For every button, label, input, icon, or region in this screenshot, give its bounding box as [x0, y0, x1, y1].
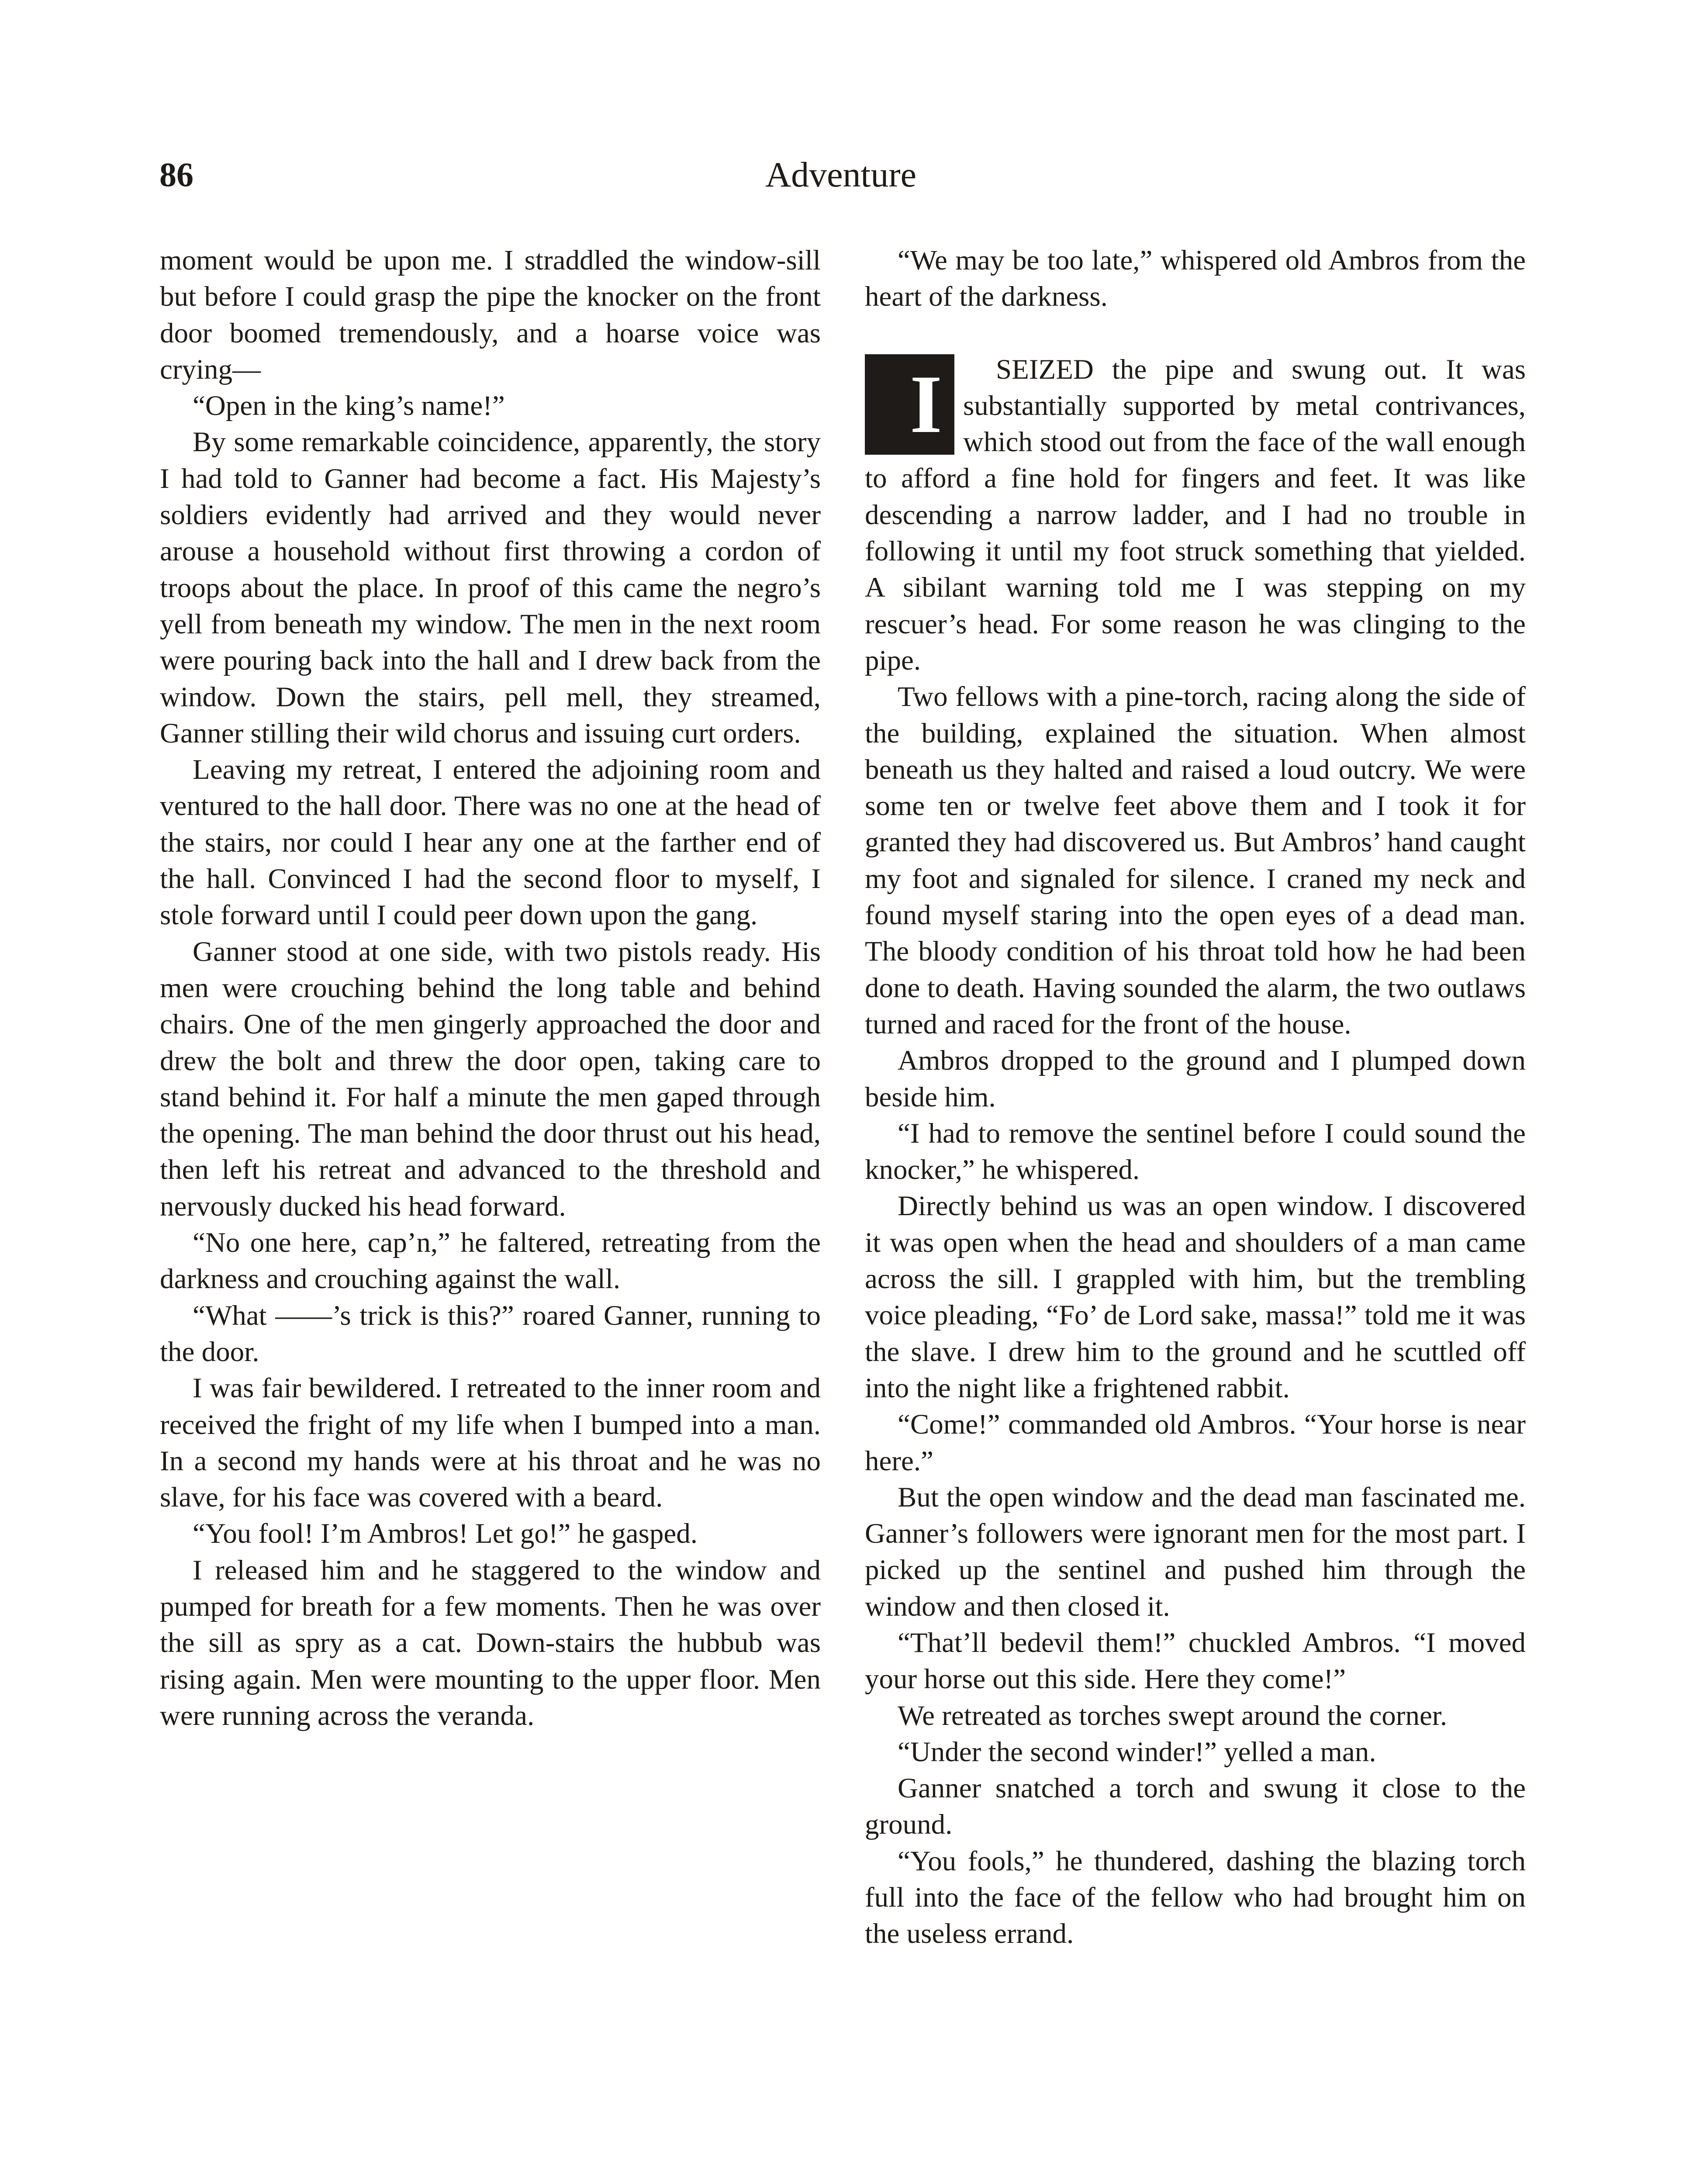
- paragraph: I released him and he staggered to the window and pumped for breath for a few moments. Then he was over the sill as spry as a cat. Down-stairs the hubbub was rising again. Men were mounting to the upper floor. Men were running across the veranda.: [160, 1554, 821, 1731]
- paragraph: “Under the second winder!” yelled a man.: [898, 1736, 1376, 1768]
- drop-cap-paragraph: [865, 352, 1526, 679]
- paragraph: “You fool! I’m Ambros! Let go!” he gasped.: [193, 1518, 698, 1550]
- page-header: [159, 144, 1522, 205]
- paragraph: “You fools,” he thundered, dashing the blazing torch full into the face of the fellow who had brought him on the useless errand.: [865, 1845, 1526, 1950]
- paragraph: moment would be upon me. I straddled the window-sill but before I could grasp the pipe the knocker on the front door boomed tremendously, and a hoarse voice was crying—: [160, 245, 821, 385]
- paragraph: “I had to remove the sentinel before I could sound the knocker,” he whispered.: [865, 1117, 1526, 1186]
- paragraph: “Open in the king’s name!”: [193, 390, 505, 422]
- section-break: [865, 315, 1526, 352]
- paragraph: Leaving my retreat, I entered the adjoining room and ventured to the hall door. There was no one at the head of the stairs, nor could I hear any one at the farther end of the hall. Convinced I had the second floor to myself, I stole forward until I could peer down upon the gang.: [160, 754, 821, 931]
- paragraph: We retreated as torches swept around the corner.: [898, 1700, 1448, 1731]
- paragraph: But the open window and the dead man fascinated me. Ganner’s followers were ignorant men for the most part. I picked up the sentinel and pushed him through the window and then closed it.: [865, 1481, 1526, 1622]
- drop-cap-letter: I: [865, 354, 954, 455]
- paragraph: Ganner stood at one side, with two pistols ready. His men were crouching behind the long table and behind chairs. One of the men gingerly approached the door and drew the bolt and threw the door open, taking care to stand behind it. For half a minute the men gaped through the opening. The man behind the door thrust out his head, then left his retreat and advanced to the threshold and nervously ducked his head forward.: [160, 936, 821, 1222]
- paragraph: “We may be too late,” whispered old Ambros from the heart of the darkness.: [865, 245, 1526, 313]
- paragraph: “Come!” commanded old Ambros. “Your horse is near here.”: [865, 1409, 1526, 1477]
- paragraph: Directly behind us was an open window. I discovered it was open when the head and shoulders of a man came across the sill. I grappled with him, but the trembling voice pleading, “Fo’ de Lord sake, massa!” told me it was the slave. I drew him to the ground and he scuttled off into the night like a frightened rabbit.: [865, 1190, 1526, 1404]
- paragraph: Ambros dropped to the ground and I plumped down beside him.: [865, 1045, 1526, 1113]
- magazine-title: Adventure: [765, 155, 917, 194]
- paragraph: “No one here, cap’n,” he faltered, retreating from the darkness and crouching against the wall.: [160, 1227, 821, 1295]
- right-column: [865, 242, 1526, 1952]
- page-number: 86: [159, 156, 193, 194]
- paragraph: Two fellows with a pine-torch, racing along the side of the building, explained the situation. When almost beneath us they halted and raised a loud outcry. We were some ten or twelve feet above them and I took it for granted they had discovered us. But Ambros’ hand caught my foot and signaled for silence. I craned my neck and found myself staring into the open eyes of a dead man. The bloody condition of his throat told how he had been done to death. Having sounded the alarm, the two outlaws turned and raced for the front of the house.: [865, 681, 1526, 1040]
- paragraph: “What ——’s trick is this?” roared Ganner, running to the door.: [160, 1299, 821, 1368]
- paragraph: Ganner snatched a torch and swung it close to the ground.: [865, 1773, 1526, 1841]
- paragraph: “That’ll bedevil them!” chuckled Ambros. “I moved your horse out this side. Here they come!”: [865, 1627, 1526, 1695]
- paragraph: By some remarkable coincidence, apparently, the story I had told to Ganner had become a fact. His Majesty’s soldiers evidently had arrived and they would never arouse a household without first throwing a cordon of troops about the place. In proof of this came the negro’s yell from beneath my window. The men in the next room were pouring back into the hall and I drew back from the window. Down the stairs, pell mell, they streamed, Ganner stilling their wild chorus and issuing curt orders.: [160, 426, 821, 749]
- left-column: [160, 242, 821, 1734]
- drop-cap-text: SEIZED the pipe and swung out. It was substantially supported by metal contrivances, which stood out from the face of the wall enough to afford a fine hold for fingers and feet. It was like descending a narrow ladder, and I had no trouble in following it until my foot struck something that yielded. A sibilant warning told me I was stepping on my rescuer’s head. For some reason he was clinging to the pipe.: [865, 353, 1526, 676]
- paragraph: I was fair bewildered. I retreated to the inner room and received the fright of my life when I bumped into a man. In a second my hands were at his throat and he was no slave, for his face was covered with a beard.: [160, 1372, 821, 1514]
